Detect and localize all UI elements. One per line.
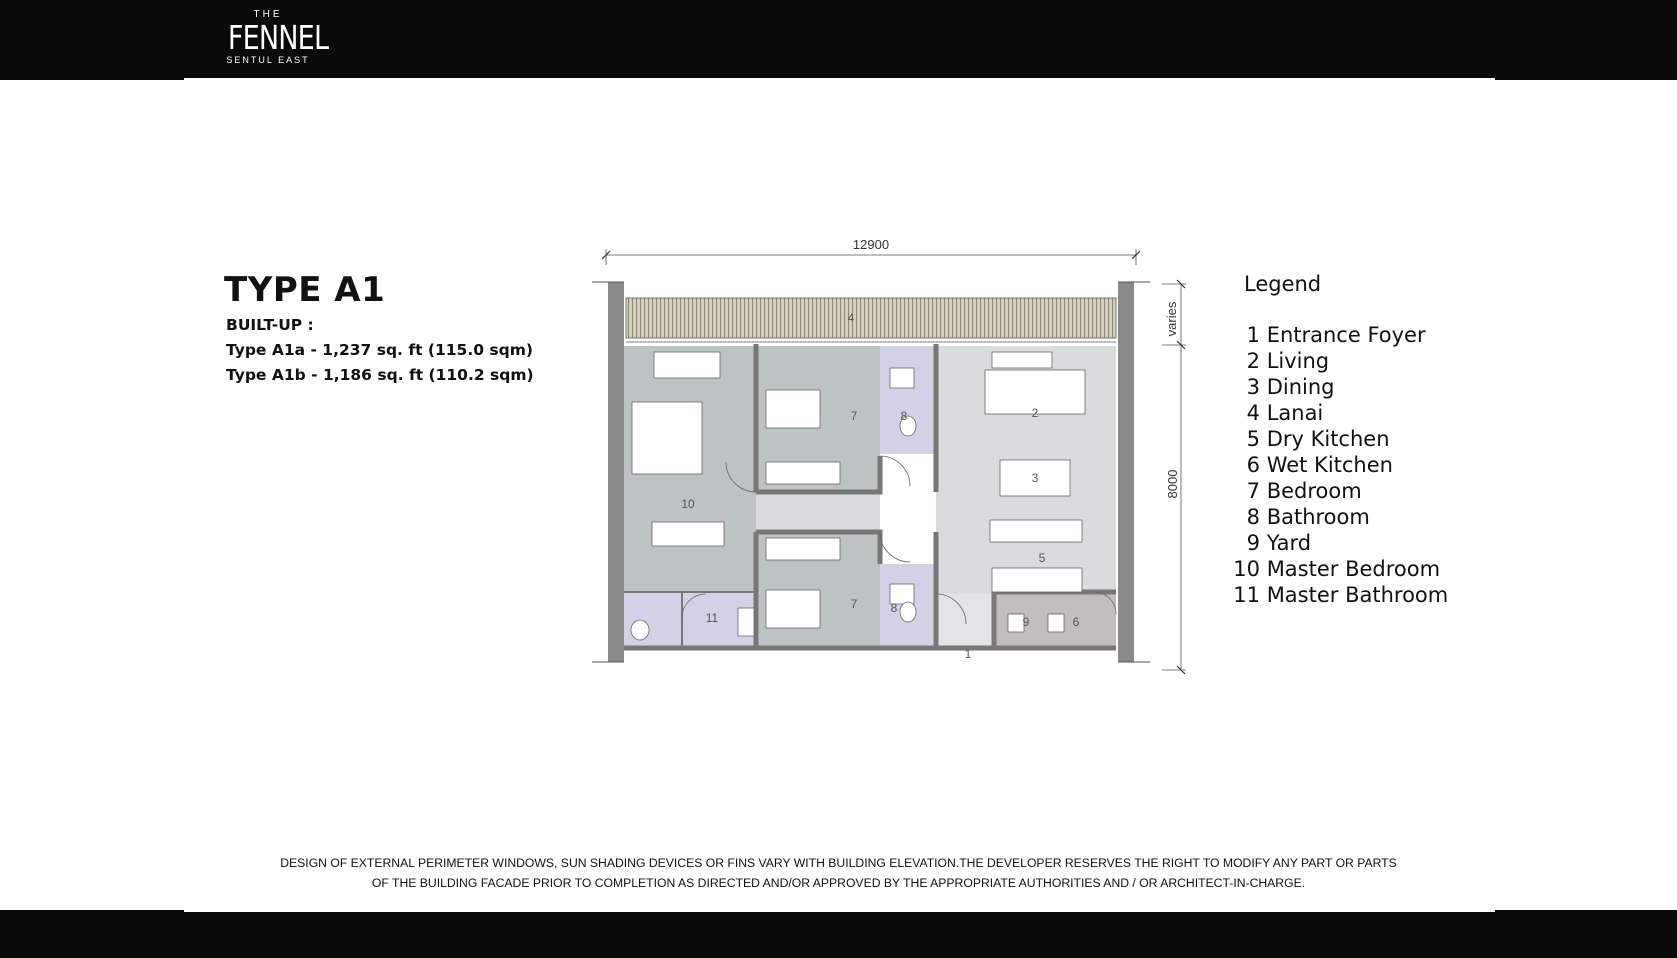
legend-item: 1 Entrance Foyer — [1246, 323, 1426, 347]
room-label-living: 2 — [1031, 406, 1039, 420]
lanai-area — [626, 298, 1116, 338]
room-label-master-bedroom: 10 — [681, 497, 695, 511]
right-column-wall — [1118, 282, 1134, 662]
room-label-foyer: 1 — [964, 647, 972, 661]
left-column-wall — [608, 282, 624, 662]
legend-item: 7 Bedroom — [1246, 479, 1362, 503]
legend-title: Legend — [1244, 272, 1322, 296]
room-label-dry-kitchen: 5 — [1038, 551, 1046, 565]
room-label-master-bathroom: 11 — [705, 611, 719, 625]
legend-item: 10 Master Bedroom — [1233, 557, 1441, 581]
disclaimer-line-1: DESIGN OF EXTERNAL PERIMETER WINDOWS, SUN SHADING DEVICES OR FINS VARY WITH BUILDING ELEVATION.THE DEVELOPER RESERVES THE RIGHT TO MODIFY ANY PART OR PARTS — [280, 856, 1397, 870]
room-label-lanai: 4 — [847, 311, 855, 325]
legend-item: 4 Lanai — [1246, 401, 1324, 425]
logo-name: FENNEL — [227, 18, 329, 57]
legend-item: 3 Dining — [1246, 375, 1335, 399]
legend-item: 2 Living — [1246, 349, 1330, 373]
room-label-bedroom-2: 7 — [850, 597, 858, 611]
room-label-bathroom-2: 8 — [890, 601, 898, 615]
bottom-bar — [0, 910, 1677, 958]
builtup-label: BUILT-UP : — [226, 316, 314, 334]
width-dimension-label: 12900 — [852, 237, 890, 252]
lanai-dimension-label: varies — [1164, 301, 1179, 337]
floor-plan — [580, 230, 1180, 700]
builtup-line-a1b: Type A1b - 1,186 sq. ft (110.2 sqm) — [226, 366, 534, 384]
logo-subtitle: SENTUL EAST — [226, 55, 310, 65]
foyer-area — [936, 594, 994, 646]
legend-item: 9 Yard — [1246, 531, 1312, 555]
room-label-bathroom-1: 8 — [900, 409, 908, 423]
corridor-area — [756, 492, 880, 532]
room-label-dining: 3 — [1031, 471, 1039, 485]
legend — [1230, 272, 1448, 608]
legend-item: 11 Master Bathroom — [1233, 583, 1449, 607]
fennel-logo[interactable] — [219, 9, 329, 65]
top-bar-inner — [184, 0, 1495, 80]
legend-item: 6 Wet Kitchen — [1246, 453, 1393, 477]
depth-dimension-label: 8000 — [1165, 469, 1180, 499]
builtup-info — [226, 313, 534, 388]
unit-type-title: TYPE A1 — [224, 270, 386, 310]
legend-item: 8 Bathroom — [1246, 505, 1370, 529]
room-label-wet-kitchen: 6 — [1072, 615, 1080, 629]
disclaimer — [240, 853, 1437, 893]
room-label-yard: 9 — [1022, 615, 1030, 629]
logo-the: THE — [253, 9, 283, 20]
builtup-line-a1a: Type A1a - 1,237 sq. ft (115.0 sqm) — [226, 341, 533, 359]
bathroom-1-area — [880, 346, 936, 454]
bottom-bar-inner — [184, 910, 1495, 958]
room-label-bedroom-1: 7 — [850, 409, 858, 423]
legend-item: 5 Dry Kitchen — [1246, 427, 1390, 451]
disclaimer-line-2: OF THE BUILDING FACADE PRIOR TO COMPLETION AS DIRECTED AND/OR APPROVED BY THE APPROPRIATE AUTHORITIES AND / OR ARCHITECT-IN-CHARGE. — [371, 876, 1306, 890]
